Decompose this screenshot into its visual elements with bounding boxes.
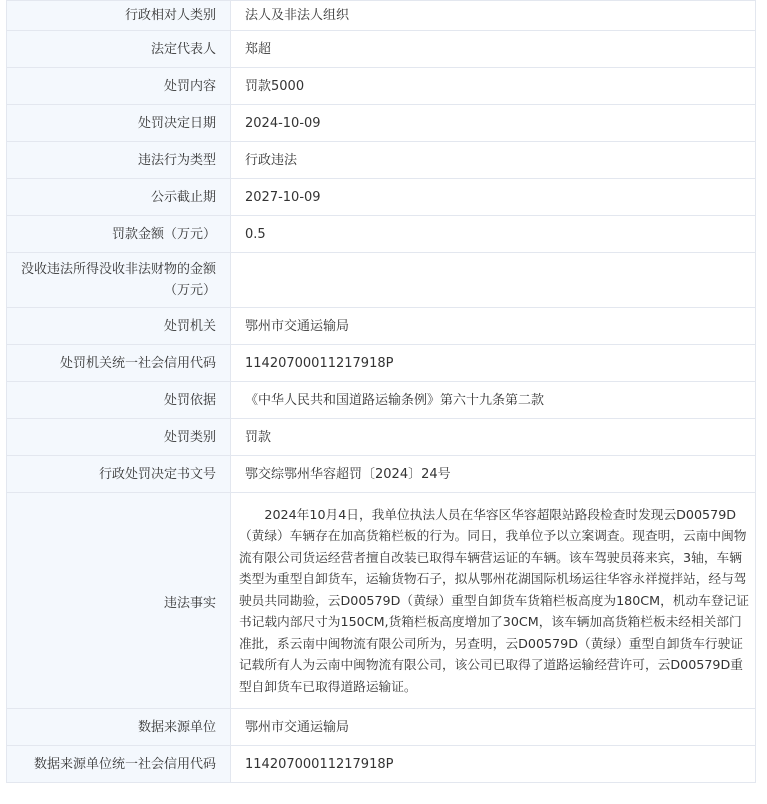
row-label-text: 行政处罚决定书文号 — [98, 466, 216, 482]
table-row — [7, 216, 756, 253]
row-value: 郑超 — [231, 31, 756, 68]
row-label — [7, 419, 231, 456]
table-row — [7, 345, 756, 382]
row-label-text: 处罚机关统一社会信用代码 — [59, 355, 216, 371]
table-row — [7, 746, 756, 783]
row-value: 11420700011217918P — [231, 345, 756, 382]
row-label — [7, 142, 231, 179]
row-label — [7, 493, 231, 709]
row-value — [231, 253, 756, 308]
row-value: 鄂州市交通运输局 — [231, 709, 756, 746]
row-value: 2027-10-09 — [231, 179, 756, 216]
row-label-text: 违法事实 — [163, 596, 216, 611]
table-row — [7, 709, 756, 746]
row-value: 罚款 — [231, 419, 756, 456]
row-label-text: 违法行为类型 — [137, 152, 216, 168]
row-label — [7, 345, 231, 382]
row-label-text: 处罚类别 — [163, 429, 216, 445]
row-label-text: 公示截止期 — [150, 189, 216, 205]
row-value: 法人及非法人组织 — [231, 1, 756, 31]
row-label-text: 法定代表人 — [150, 41, 216, 57]
row-label-text: 处罚决定日期 — [137, 115, 216, 131]
row-label — [7, 746, 231, 783]
row-label — [7, 1, 231, 31]
table-row — [7, 31, 756, 68]
violation-facts-text: 2024年10月4日，我单位执法人员在华容区华容超限站路段检查时发现云D00579D（黄绿）车辆存在加高货箱栏板的行为。同日，我单位予以立案调查。现查明，云南中闽物流有限公司货运经营者擅自改装已取得车辆营运证的车辆。该车驾驶员蒋来宾，3轴，车辆类型为重型自卸货车，运输货物石子，拟从鄂州花湖国际机场运往华容永祥搅拌站，经与驾驶员共同勘验，云D00579D（黄绿）重型自卸货车货箱栏板高度为180CM，机动车登记证书记载内部尺寸为150CM,货箱栏板高度增加了30CM，该车辆加高货箱栏板未经相关部门准批，系云南中闽物流有限公司所为，另查明，云D00579D（黄绿）重型自卸货车行驶证记载所有人为云南中闽物流有限公司，该公司已取得了道路运输经营许可，云D00579D重型自卸货车已取得道路运输证。 — [231, 493, 756, 709]
row-label — [7, 68, 231, 105]
row-label-text: 没收违法所得没收非法财物的金额（万元） — [20, 262, 216, 298]
row-label — [7, 308, 231, 345]
penalty-info-table — [6, 0, 756, 783]
table-row — [7, 493, 756, 709]
row-label-text: 处罚机关 — [163, 318, 216, 334]
row-label — [7, 253, 231, 308]
row-label — [7, 31, 231, 68]
row-value: 11420700011217918P — [231, 746, 756, 783]
table-row — [7, 179, 756, 216]
row-label-text: 处罚依据 — [163, 392, 216, 408]
row-label — [7, 179, 231, 216]
table-row — [7, 382, 756, 419]
row-label — [7, 709, 231, 746]
table-row — [7, 253, 756, 308]
row-label — [7, 456, 231, 493]
table-row — [7, 1, 756, 31]
table-row — [7, 308, 756, 345]
table-row — [7, 68, 756, 105]
table-row — [7, 142, 756, 179]
row-label — [7, 216, 231, 253]
row-value: 鄂交综鄂州华容超罚〔2024〕24号 — [231, 456, 756, 493]
row-label — [7, 105, 231, 142]
row-label — [7, 382, 231, 419]
penalty-info-panel — [6, 0, 756, 783]
row-value: 行政违法 — [231, 142, 756, 179]
table-row — [7, 105, 756, 142]
row-label-text: 行政相对人类别 — [124, 8, 216, 23]
table-row — [7, 419, 756, 456]
row-value: 0.5 — [231, 216, 756, 253]
row-value: 鄂州市交通运输局 — [231, 308, 756, 345]
row-label-text: 罚款金额（万元） — [111, 226, 216, 242]
row-value: 罚款5000 — [231, 68, 756, 105]
row-value: 《中华人民共和国道路运输条例》第六十九条第二款 — [231, 382, 756, 419]
row-label-text: 数据来源单位 — [137, 719, 216, 735]
table-row — [7, 456, 756, 493]
row-label-text: 数据来源单位统一社会信用代码 — [33, 756, 216, 772]
row-label-text: 处罚内容 — [163, 78, 216, 94]
row-value: 2024-10-09 — [231, 105, 756, 142]
